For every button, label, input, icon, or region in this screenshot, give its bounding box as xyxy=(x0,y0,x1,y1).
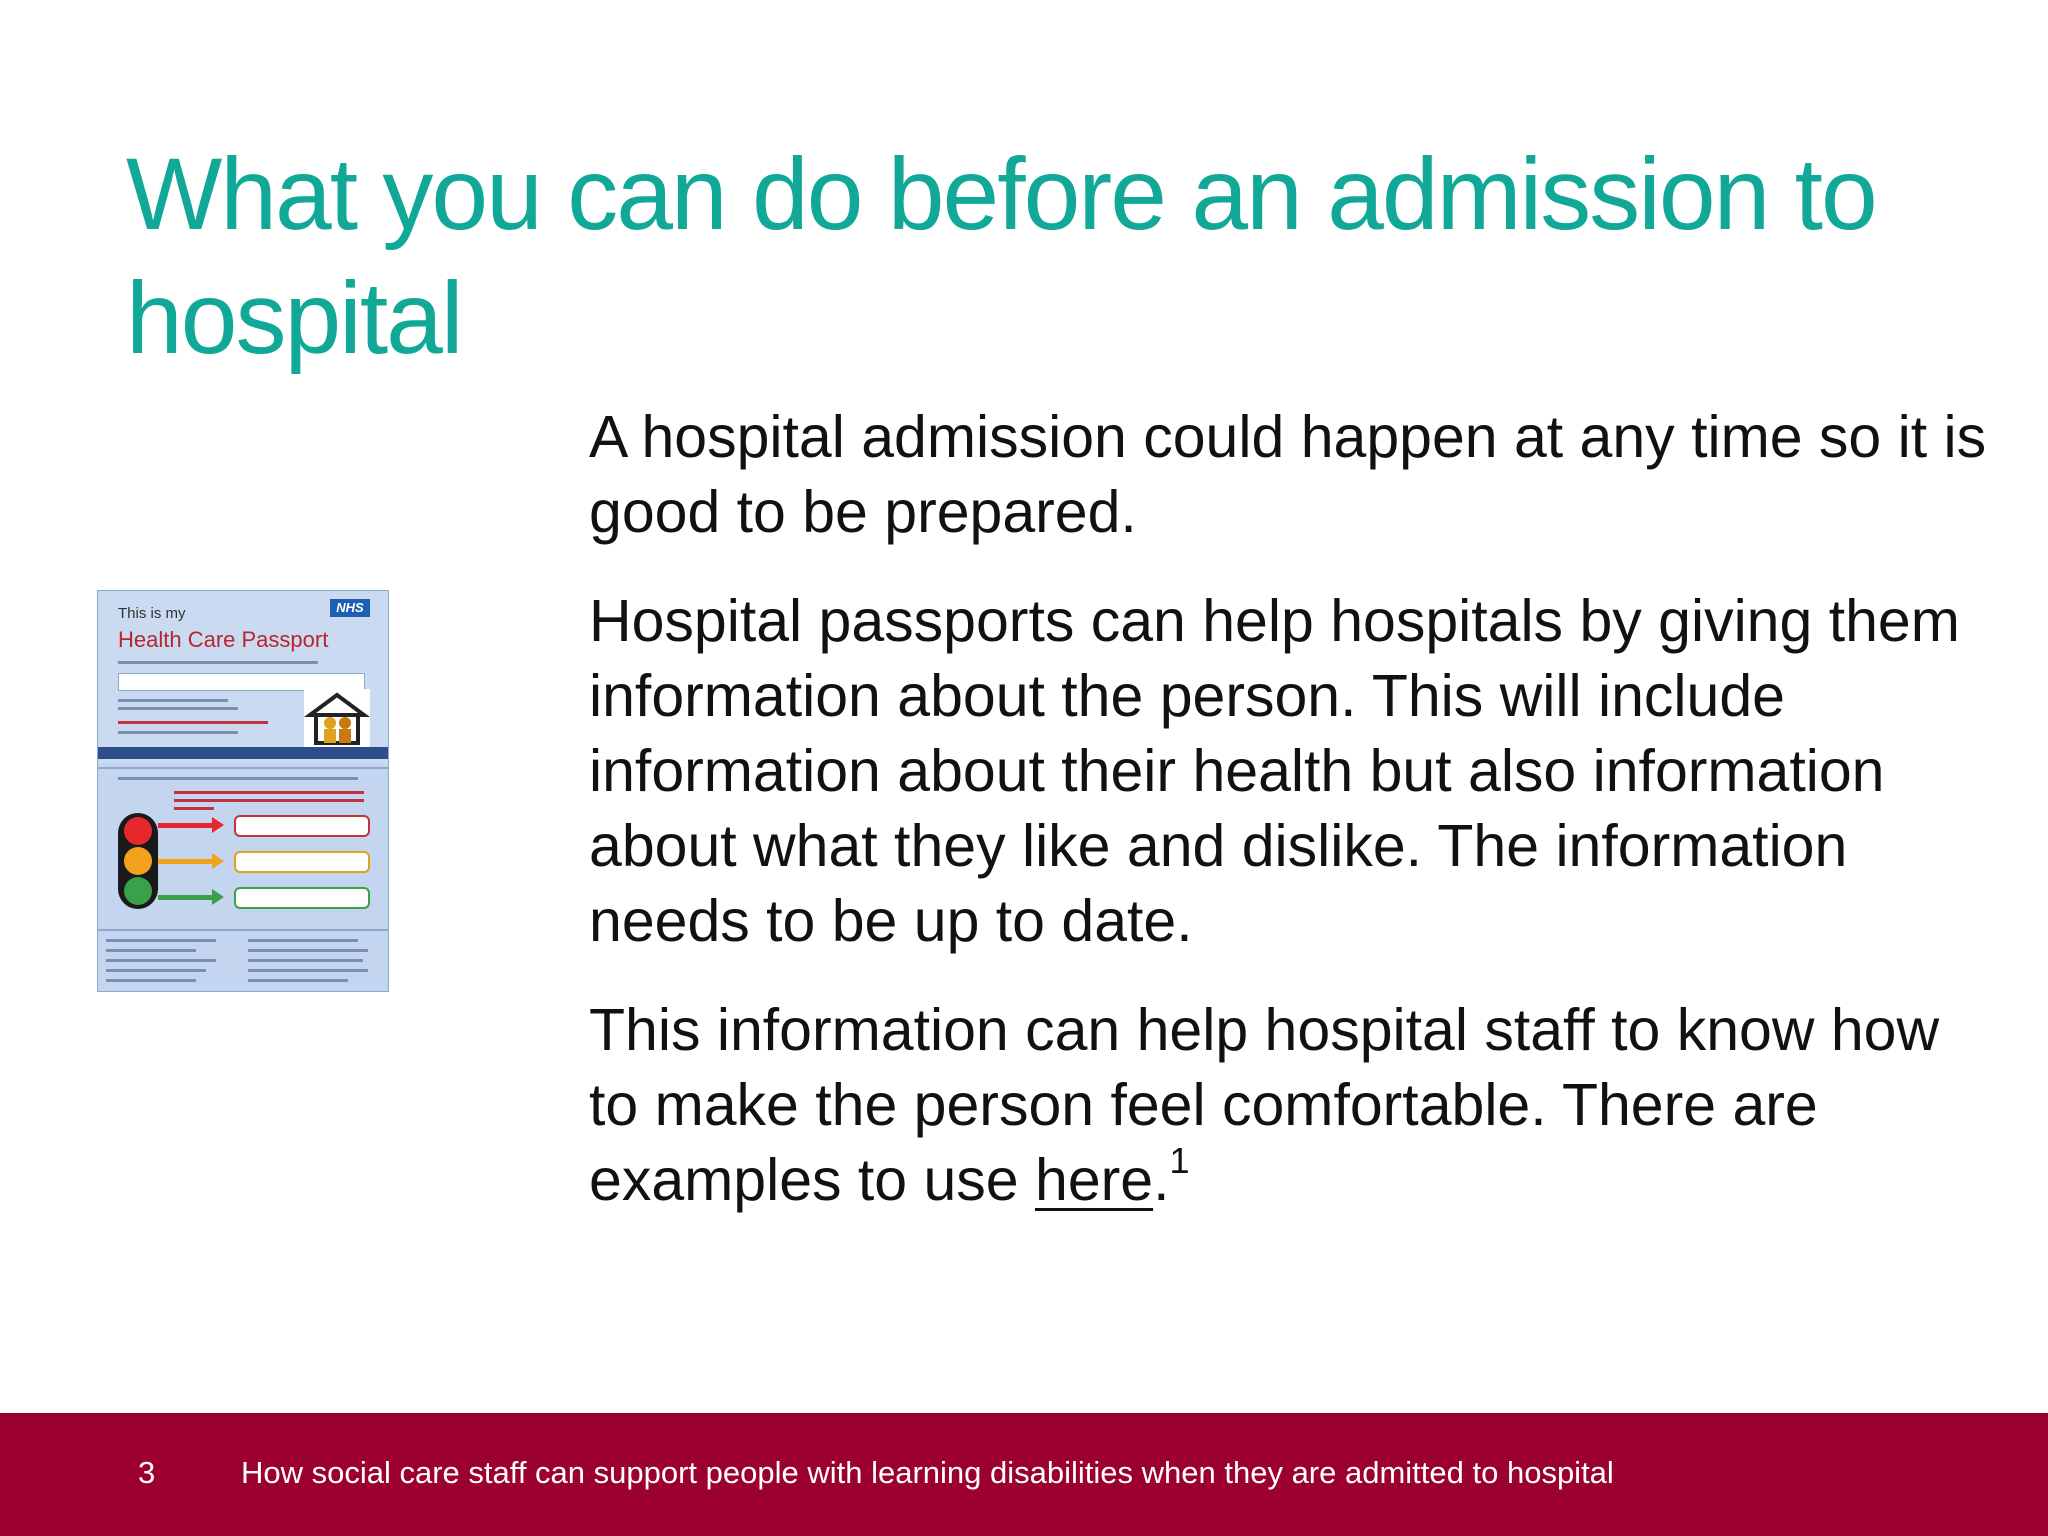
passport-amber-option xyxy=(234,851,370,873)
green-arrow-icon xyxy=(158,895,214,900)
passport-text-line xyxy=(118,661,318,664)
paragraph-3-end: . xyxy=(1153,1147,1170,1213)
red-light-icon xyxy=(124,817,152,845)
footer-text: How social care staff can support people with learning disabilities when they are admitted to hospital xyxy=(241,1455,1614,1490)
nhs-logo: NHS xyxy=(330,599,370,617)
passport-red-option xyxy=(234,815,370,837)
slide-body xyxy=(589,400,1989,1252)
passport-band xyxy=(98,747,388,759)
passport-text-line xyxy=(248,949,368,952)
paragraph-1: A hospital admission could happen at any time so it is good to be prepared. xyxy=(589,404,1987,545)
health-care-passport-image xyxy=(97,590,389,992)
passport-red-text-line xyxy=(174,799,364,802)
passport-text-line xyxy=(106,979,196,982)
paragraph-3 xyxy=(589,993,1989,1218)
amber-arrow-icon xyxy=(158,859,214,864)
passport-red-text-line xyxy=(174,791,364,794)
passport-text-line xyxy=(248,969,368,972)
paragraph-2: Hospital passports can help hospitals by giving them information about the person. This will include information about their health but also information about what they like and dislike. The information needs to be up to date. xyxy=(589,588,1960,954)
footnote-reference[interactable]: 1 xyxy=(1169,1140,1190,1182)
examples-link[interactable]: here xyxy=(1035,1147,1154,1213)
passport-footer-section xyxy=(98,929,388,995)
house-icon xyxy=(304,689,370,747)
passport-text-line xyxy=(248,959,363,962)
amber-light-icon xyxy=(124,847,152,875)
passport-text-line xyxy=(118,777,358,780)
passport-header xyxy=(98,591,388,763)
page-number: 3 xyxy=(138,1455,156,1490)
passport-green-option xyxy=(234,887,370,909)
passport-this-is-my: This is my xyxy=(118,605,186,622)
passport-text-line xyxy=(248,939,358,942)
passport-text-line xyxy=(248,979,348,982)
passport-text-line xyxy=(106,949,196,952)
green-light-icon xyxy=(124,877,152,905)
paragraph-3-text: This information can help hospital staff to know how to make the person feel comfortable. There are examples to use xyxy=(589,997,1940,1213)
passport-text-line xyxy=(118,731,238,734)
passport-red-text-line xyxy=(118,721,268,724)
passport-text-line xyxy=(106,939,216,942)
footer-bar xyxy=(0,1413,2048,1536)
passport-red-text-line xyxy=(174,807,214,810)
slide-title: What you can do before an admission to hospital xyxy=(126,137,1876,375)
passport-title: Health Care Passport xyxy=(118,627,329,652)
passport-text-line xyxy=(118,707,238,710)
passport-text-line xyxy=(118,699,228,702)
passport-text-line xyxy=(106,959,216,962)
passport-text-line xyxy=(106,969,206,972)
traffic-light-icon xyxy=(118,813,158,909)
red-arrow-icon xyxy=(158,823,214,828)
